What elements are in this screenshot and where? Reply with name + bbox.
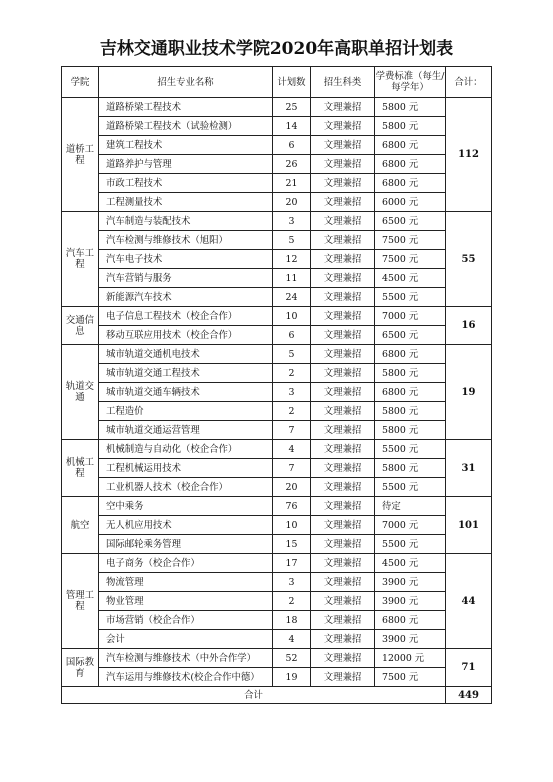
school-cell: 交通信息 xyxy=(62,307,99,345)
type-cell: 文理兼招 xyxy=(311,668,375,687)
type-cell: 文理兼招 xyxy=(311,364,375,383)
fee-cell: 5800 元 xyxy=(375,402,446,421)
type-cell: 文理兼招 xyxy=(311,231,375,250)
header-school: 学院 xyxy=(62,67,99,98)
fee-cell: 6800 元 xyxy=(375,383,446,402)
page-title: 吉林交通职业技术学院2020年高职单招计划表 xyxy=(99,39,454,59)
table-row xyxy=(62,440,492,459)
count-cell: 24 xyxy=(273,288,311,307)
school-cell: 管理工程 xyxy=(62,554,99,649)
major-cell: 道路桥梁工程技术 xyxy=(99,98,273,117)
count-cell: 4 xyxy=(273,440,311,459)
major-cell: 移动互联应用技术（校企合作） xyxy=(99,326,273,345)
school-cell: 机械工程 xyxy=(62,440,99,497)
table-body xyxy=(62,98,492,687)
major-cell: 物业管理 xyxy=(99,592,273,611)
count-cell: 14 xyxy=(273,117,311,136)
table-row xyxy=(62,535,492,554)
table-row xyxy=(62,611,492,630)
header-major: 招生专业名称 xyxy=(99,67,273,98)
header-fee: 学费标准（每生/每学年） xyxy=(375,67,446,98)
type-cell: 文理兼招 xyxy=(311,592,375,611)
count-cell: 2 xyxy=(273,592,311,611)
type-cell: 文理兼招 xyxy=(311,630,375,649)
type-cell: 文理兼招 xyxy=(311,98,375,117)
header-row xyxy=(62,67,492,98)
major-cell: 空中乘务 xyxy=(99,497,273,516)
group-total-cell: 19 xyxy=(446,345,492,440)
fee-cell: 5800 元 xyxy=(375,98,446,117)
table-row xyxy=(62,155,492,174)
count-cell: 11 xyxy=(273,269,311,288)
major-cell: 道路桥梁工程技术（试验检测） xyxy=(99,117,273,136)
count-cell: 2 xyxy=(273,364,311,383)
type-cell: 文理兼招 xyxy=(311,554,375,573)
major-cell: 城市轨道交通运营管理 xyxy=(99,421,273,440)
major-cell: 无人机应用技术 xyxy=(99,516,273,535)
type-cell: 文理兼招 xyxy=(311,174,375,193)
major-cell: 工业机器人技术（校企合作） xyxy=(99,478,273,497)
count-cell: 26 xyxy=(273,155,311,174)
fee-cell: 5500 元 xyxy=(375,288,446,307)
fee-cell: 5500 元 xyxy=(375,478,446,497)
enrollment-plan-table xyxy=(61,66,492,704)
grand-total-label: 合计 xyxy=(62,687,446,704)
type-cell: 文理兼招 xyxy=(311,212,375,231)
header-count: 计划数 xyxy=(273,67,311,98)
count-cell: 20 xyxy=(273,478,311,497)
major-cell: 电子信息工程技术（校企合作） xyxy=(99,307,273,326)
table-row xyxy=(62,117,492,136)
table-row xyxy=(62,668,492,687)
table-row xyxy=(62,402,492,421)
type-cell: 文理兼招 xyxy=(311,193,375,212)
fee-cell: 7500 元 xyxy=(375,231,446,250)
fee-cell: 3900 元 xyxy=(375,630,446,649)
count-cell: 5 xyxy=(273,231,311,250)
fee-cell: 5800 元 xyxy=(375,459,446,478)
header-type: 招生科类 xyxy=(311,67,375,98)
fee-cell: 7000 元 xyxy=(375,307,446,326)
major-cell: 汽车检测与维修技术（中外合作学） xyxy=(99,649,273,668)
table-row xyxy=(62,250,492,269)
table-row xyxy=(62,592,492,611)
count-cell: 12 xyxy=(273,250,311,269)
major-cell: 汽车电子技术 xyxy=(99,250,273,269)
count-cell: 5 xyxy=(273,345,311,364)
type-cell: 文理兼招 xyxy=(311,345,375,364)
count-cell: 3 xyxy=(273,212,311,231)
table-row xyxy=(62,307,492,326)
table-row xyxy=(62,478,492,497)
major-cell: 市场营销（校企合作） xyxy=(99,611,273,630)
type-cell: 文理兼招 xyxy=(311,516,375,535)
fee-cell: 5500 元 xyxy=(375,535,446,554)
header-total: 合计： xyxy=(446,67,492,98)
table-row xyxy=(62,345,492,364)
type-cell: 文理兼招 xyxy=(311,307,375,326)
major-cell: 国际邮轮乘务管理 xyxy=(99,535,273,554)
count-cell: 25 xyxy=(273,98,311,117)
count-cell: 6 xyxy=(273,326,311,345)
count-cell: 7 xyxy=(273,459,311,478)
fee-cell: 5800 元 xyxy=(375,117,446,136)
type-cell: 文理兼招 xyxy=(311,611,375,630)
table-row xyxy=(62,573,492,592)
fee-cell: 6800 元 xyxy=(375,155,446,174)
major-cell: 物流管理 xyxy=(99,573,273,592)
table-row xyxy=(62,459,492,478)
type-cell: 文理兼招 xyxy=(311,478,375,497)
count-cell: 2 xyxy=(273,402,311,421)
school-cell: 道桥工程 xyxy=(62,98,99,212)
major-cell: 机械制造与自动化（校企合作） xyxy=(99,440,273,459)
school-cell: 轨道交通 xyxy=(62,345,99,440)
count-cell: 21 xyxy=(273,174,311,193)
count-cell: 10 xyxy=(273,307,311,326)
major-cell: 汽车运用与维修技术(校企合作中德） xyxy=(99,668,273,687)
type-cell: 文理兼招 xyxy=(311,573,375,592)
fee-cell: 6500 元 xyxy=(375,212,446,231)
fee-cell: 12000 元 xyxy=(375,649,446,668)
fee-cell: 6500 元 xyxy=(375,326,446,345)
fee-cell: 待定 xyxy=(375,497,446,516)
fee-cell: 7000 元 xyxy=(375,516,446,535)
table-row xyxy=(62,269,492,288)
table-row xyxy=(62,497,492,516)
group-total-cell: 101 xyxy=(446,497,492,554)
school-cell: 航空 xyxy=(62,497,99,554)
count-cell: 19 xyxy=(273,668,311,687)
major-cell: 工程造价 xyxy=(99,402,273,421)
table-row xyxy=(62,554,492,573)
group-total-cell: 44 xyxy=(446,554,492,649)
type-cell: 文理兼招 xyxy=(311,136,375,155)
fee-cell: 4500 元 xyxy=(375,269,446,288)
table-row xyxy=(62,136,492,155)
count-cell: 6 xyxy=(273,136,311,155)
school-cell: 汽车工程 xyxy=(62,212,99,307)
type-cell: 文理兼招 xyxy=(311,155,375,174)
major-cell: 工程机械运用技术 xyxy=(99,459,273,478)
type-cell: 文理兼招 xyxy=(311,402,375,421)
table-row xyxy=(62,212,492,231)
count-cell: 3 xyxy=(273,383,311,402)
count-cell: 4 xyxy=(273,630,311,649)
count-cell: 20 xyxy=(273,193,311,212)
count-cell: 17 xyxy=(273,554,311,573)
group-total-cell: 16 xyxy=(446,307,492,345)
count-cell: 18 xyxy=(273,611,311,630)
footer-row xyxy=(62,687,492,704)
table-row xyxy=(62,383,492,402)
count-cell: 76 xyxy=(273,497,311,516)
fee-cell: 6000 元 xyxy=(375,193,446,212)
type-cell: 文理兼招 xyxy=(311,326,375,345)
type-cell: 文理兼招 xyxy=(311,440,375,459)
table-row xyxy=(62,421,492,440)
major-cell: 汽车检测与维修技术（旭阳） xyxy=(99,231,273,250)
grand-total-value: 449 xyxy=(446,687,492,704)
table-row xyxy=(62,364,492,383)
major-cell: 电子商务（校企合作） xyxy=(99,554,273,573)
table-row xyxy=(62,193,492,212)
fee-cell: 3900 元 xyxy=(375,592,446,611)
type-cell: 文理兼招 xyxy=(311,459,375,478)
count-cell: 52 xyxy=(273,649,311,668)
table-row xyxy=(62,649,492,668)
major-cell: 道路养护与管理 xyxy=(99,155,273,174)
group-total-cell: 112 xyxy=(446,98,492,212)
major-cell: 城市轨道交通工程技术 xyxy=(99,364,273,383)
type-cell: 文理兼招 xyxy=(311,649,375,668)
fee-cell: 7500 元 xyxy=(375,668,446,687)
type-cell: 文理兼招 xyxy=(311,421,375,440)
major-cell: 城市轨道交通车辆技术 xyxy=(99,383,273,402)
group-total-cell: 55 xyxy=(446,212,492,307)
school-cell: 国际教育 xyxy=(62,649,99,687)
major-cell: 汽车制造与装配技术 xyxy=(99,212,273,231)
fee-cell: 5800 元 xyxy=(375,364,446,383)
fee-cell: 5500 元 xyxy=(375,440,446,459)
type-cell: 文理兼招 xyxy=(311,288,375,307)
type-cell: 文理兼招 xyxy=(311,250,375,269)
type-cell: 文理兼招 xyxy=(311,269,375,288)
table-row xyxy=(62,98,492,117)
major-cell: 新能源汽车技术 xyxy=(99,288,273,307)
count-cell: 10 xyxy=(273,516,311,535)
group-total-cell: 31 xyxy=(446,440,492,497)
fee-cell: 4500 元 xyxy=(375,554,446,573)
type-cell: 文理兼招 xyxy=(311,117,375,136)
major-cell: 工程测量技术 xyxy=(99,193,273,212)
type-cell: 文理兼招 xyxy=(311,535,375,554)
fee-cell: 6800 元 xyxy=(375,611,446,630)
table-row xyxy=(62,630,492,649)
fee-cell: 6800 元 xyxy=(375,345,446,364)
table-row xyxy=(62,174,492,193)
type-cell: 文理兼招 xyxy=(311,497,375,516)
major-cell: 城市轨道交通机电技术 xyxy=(99,345,273,364)
fee-cell: 7500 元 xyxy=(375,250,446,269)
fee-cell: 3900 元 xyxy=(375,573,446,592)
count-cell: 7 xyxy=(273,421,311,440)
type-cell: 文理兼招 xyxy=(311,383,375,402)
table-row xyxy=(62,516,492,535)
fee-cell: 6800 元 xyxy=(375,174,446,193)
count-cell: 15 xyxy=(273,535,311,554)
major-cell: 市政工程技术 xyxy=(99,174,273,193)
fee-cell: 6800 元 xyxy=(375,136,446,155)
group-total-cell: 71 xyxy=(446,649,492,687)
count-cell: 3 xyxy=(273,573,311,592)
major-cell: 建筑工程技术 xyxy=(99,136,273,155)
fee-cell: 5800 元 xyxy=(375,421,446,440)
major-cell: 会计 xyxy=(99,630,273,649)
table-row xyxy=(62,326,492,345)
table-row xyxy=(62,231,492,250)
major-cell: 汽车营销与服务 xyxy=(99,269,273,288)
table-row xyxy=(62,288,492,307)
